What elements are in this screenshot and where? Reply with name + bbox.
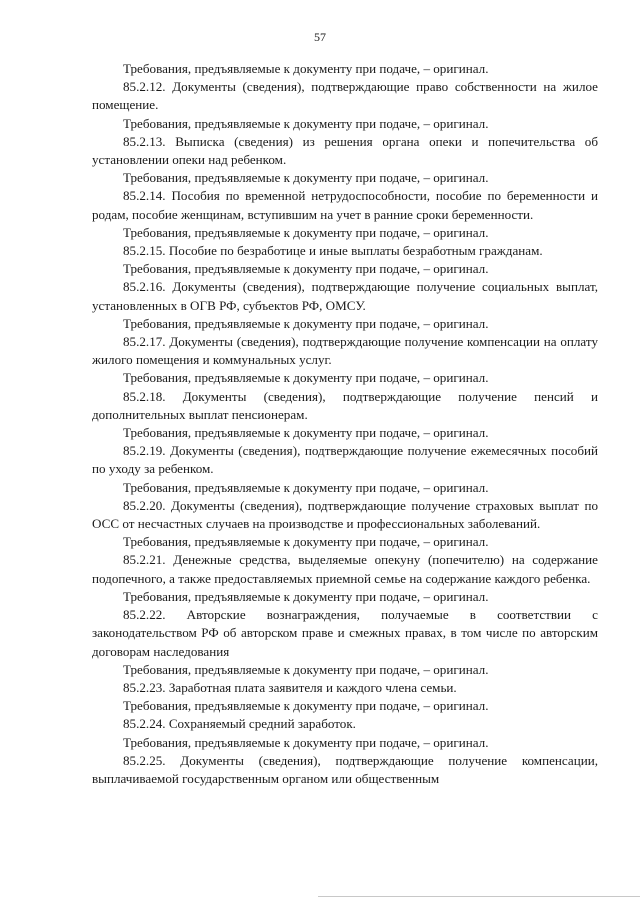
page-number: 57 — [314, 30, 326, 44]
requirement-paragraph: Требования, предъявляемые к документу при подаче, – оригинал. — [123, 425, 489, 441]
item-paragraph-85-2-16: 85.2.16. Документы (сведения), подтверждающие получение социальных выплат, установленных в ОГВ РФ, субъектов РФ, ОМСУ. — [92, 279, 598, 313]
requirement-paragraph: Требования, предъявляемые к документу при подаче, – оригинал. — [123, 370, 489, 386]
item-paragraph-85-2-24: 85.2.24. Сохраняемый средний заработок. — [123, 716, 356, 732]
requirement-paragraph: Требования, предъявляемые к документу при подаче, – оригинал. — [123, 698, 489, 714]
requirement-paragraph: Требования, предъявляемые к документу при подаче, – оригинал. — [123, 170, 489, 186]
requirement-paragraph: Требования, предъявляемые к документу при подаче, – оригинал. — [123, 315, 489, 331]
item-paragraph-85-2-25: 85.2.25. Документы (сведения), подтверждающие получение компенсации, выплачиваемой государственным органом или общественным — [92, 752, 598, 786]
item-paragraph-85-2-17: 85.2.17. Документы (сведения), подтверждающие получение компенсации на оплату жилого помещения и коммунальных услуг. — [92, 334, 598, 368]
requirement-paragraph: Требования, предъявляемые к документу при подаче, – оригинал. — [123, 534, 489, 550]
item-paragraph-85-2-19: 85.2.19. Документы (сведения), подтверждающие получение ежемесячных пособий по уходу за ребенком. — [92, 443, 598, 477]
item-paragraph-85-2-22: 85.2.22. Авторские вознаграждения, получаемые в соответствии с законодательством РФ об авторском праве и смежных правах, в том числе по авторским договорам наследования — [92, 607, 598, 659]
item-paragraph-85-2-13: 85.2.13. Выписка (сведения) из решения органа опеки и попечительства об установлении опеки над ребенком. — [92, 133, 598, 168]
requirement-paragraph: Требования, предъявляемые к документу при подаче, – оригинал. — [123, 479, 489, 495]
requirement-paragraph: Требования, предъявляемые к документу при подаче, – оригинал. — [123, 588, 489, 604]
item-paragraph-85-2-15: 85.2.15. Пособие по безработице и иные выплаты безработным гражданам. — [123, 243, 543, 259]
scan-edge-line — [318, 896, 640, 897]
requirement-paragraph: Требования, предъявляемые к документу при подаче, – оригинал. — [123, 734, 489, 750]
item-paragraph-85-2-21: 85.2.21. Денежные средства, выделяемые опекуну (попечителю) на содержание подопечного, а также предоставляемых приемной семье на содержание каждого ребенка. — [92, 552, 598, 586]
item-paragraph-85-2-12: 85.2.12. Документы (сведения), подтверждающие право собственности на жилое помещение. — [92, 79, 598, 113]
item-paragraph-85-2-23: 85.2.23. Заработная плата заявителя и каждого члена семьи. — [123, 679, 457, 695]
requirement-paragraph: Требования, предъявляемые к документу при подаче, – оригинал. — [123, 224, 489, 240]
document-body — [92, 60, 598, 788]
item-paragraph-85-2-18: 85.2.18. Документы (сведения), подтверждающие получение пенсий и дополнительных выплат пенсионерам. — [92, 388, 598, 422]
requirement-paragraph: Требования, предъявляемые к документу при подаче, – оригинал. — [123, 661, 489, 677]
item-paragraph-85-2-20: 85.2.20. Документы (сведения), подтверждающие получение страховых выплат по ОСС от несчастных случаев на производстве и профессиональных заболеваний. — [92, 497, 598, 532]
requirement-paragraph: Требования, предъявляемые к документу при подаче, – оригинал. — [123, 261, 489, 277]
requirement-paragraph: Требования, предъявляемые к документу при подаче, – оригинал. — [123, 61, 489, 76]
requirement-paragraph: Требования, предъявляемые к документу при подаче, – оригинал. — [123, 115, 489, 131]
item-paragraph-85-2-14: 85.2.14. Пособия по временной нетрудоспособности, пособие по беременности и родам, пособие женщинам, вступившим на учет в ранние сроки беременности. — [92, 188, 598, 222]
